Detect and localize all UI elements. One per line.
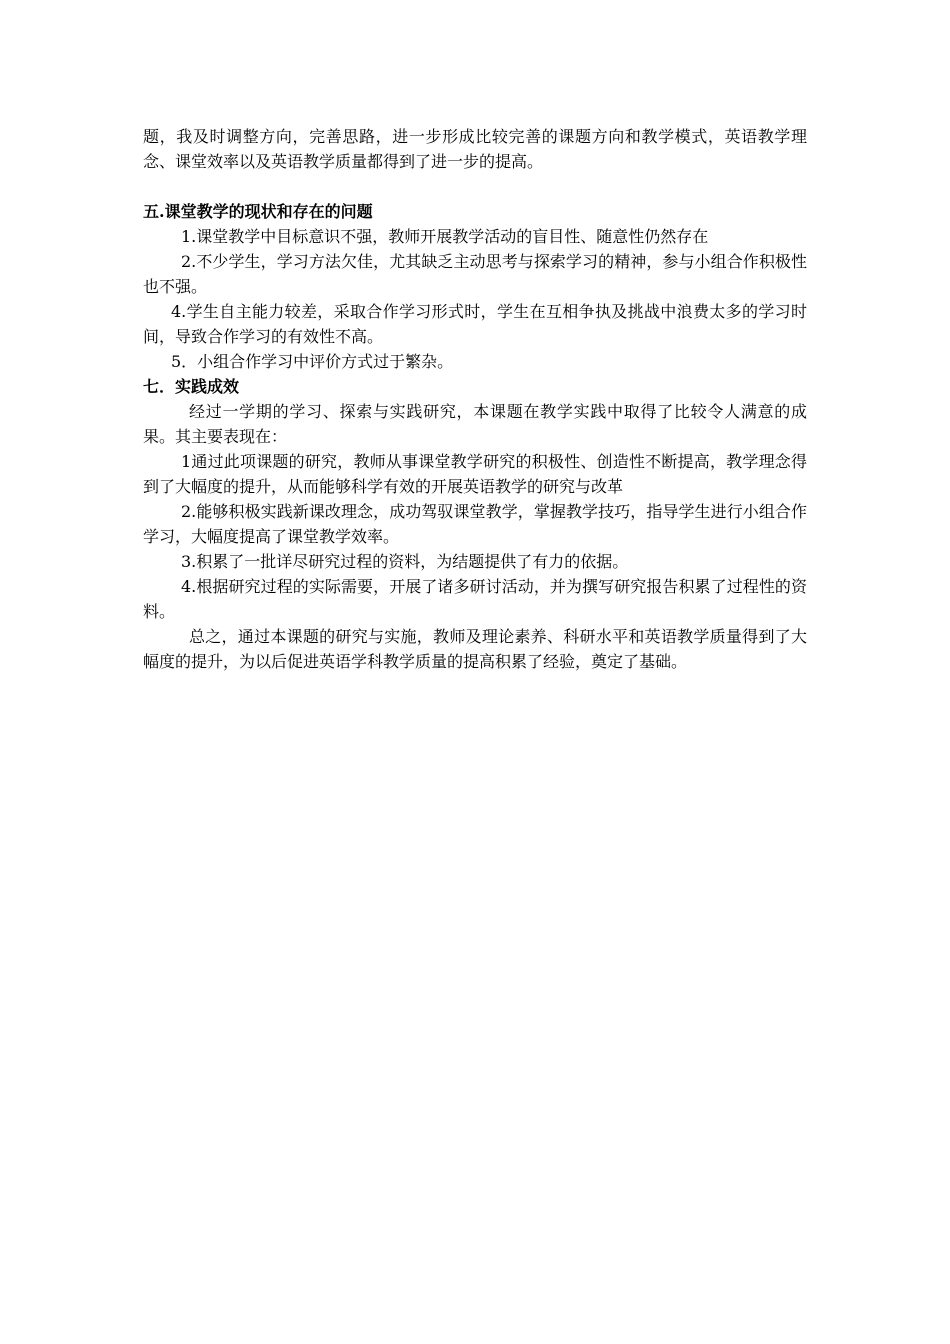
intro-paragraph: 题，我及时调整方向，完善思路，进一步形成比较完善的课题方向和教学模式，英语教学理念、课堂效率以及英语教学质量都得到了进一步的提高。 — [143, 127, 807, 171]
document-body — [143, 124, 807, 674]
section-7-intro: 经过一学期的学习、探索与实践研究，本课题在教学实践中取得了比较令人满意的成果。其主要表现在： — [143, 402, 807, 446]
section-7-conclusion: 总之，通过本课题的研究与实施，教师及理论素养、科研水平和英语教学质量得到了大幅度的提升，为以后促进英语学科教学质量的提高积累了经验，奠定了基础。 — [143, 627, 807, 671]
section-7-item-3: 3.积累了一批详尽研究过程的资料，为结题提供了有力的依据。 — [181, 552, 629, 571]
section-7-heading: 七．实践成效 — [143, 377, 240, 396]
section-5-item-5: 5．小组合作学习中评价方式过于繁杂。 — [171, 352, 454, 371]
section-5-item-1: 1.课堂教学中目标意识不强，教师开展教学活动的盲目性、随意性仍然存在 — [181, 227, 709, 246]
section-7-item-2: 2.能够积极实践新课改理念，成功驾驭课堂教学，掌握教学技巧，指导学生进行小组合作学习，大幅度提高了课堂教学效率。 — [143, 502, 807, 546]
section-5-item-4: 4.学生自主能力较差，采取合作学习形式时，学生在互相争执及挑战中浪费太多的学习时间，导致合作学习的有效性不高。 — [143, 302, 807, 346]
section-7-item-1: 1通过此项课题的研究，教师从事课堂教学研究的积极性、创造性不断提高，教学理念得到了大幅度的提升，从而能够科学有效的开展英语教学的研究与改革 — [143, 452, 807, 496]
section-5-item-2: 2.不少学生，学习方法欠佳，尤其缺乏主动思考与探索学习的精神，参与小组合作积极性也不强。 — [143, 252, 807, 296]
section-7-item-4: 4.根据研究过程的实际需要，开展了诸多研讨活动，并为撰写研究报告积累了过程性的资料。 — [143, 577, 807, 621]
section-5-heading: 五.课堂教学的现状和存在的问题 — [143, 202, 373, 221]
spacer — [143, 174, 807, 199]
